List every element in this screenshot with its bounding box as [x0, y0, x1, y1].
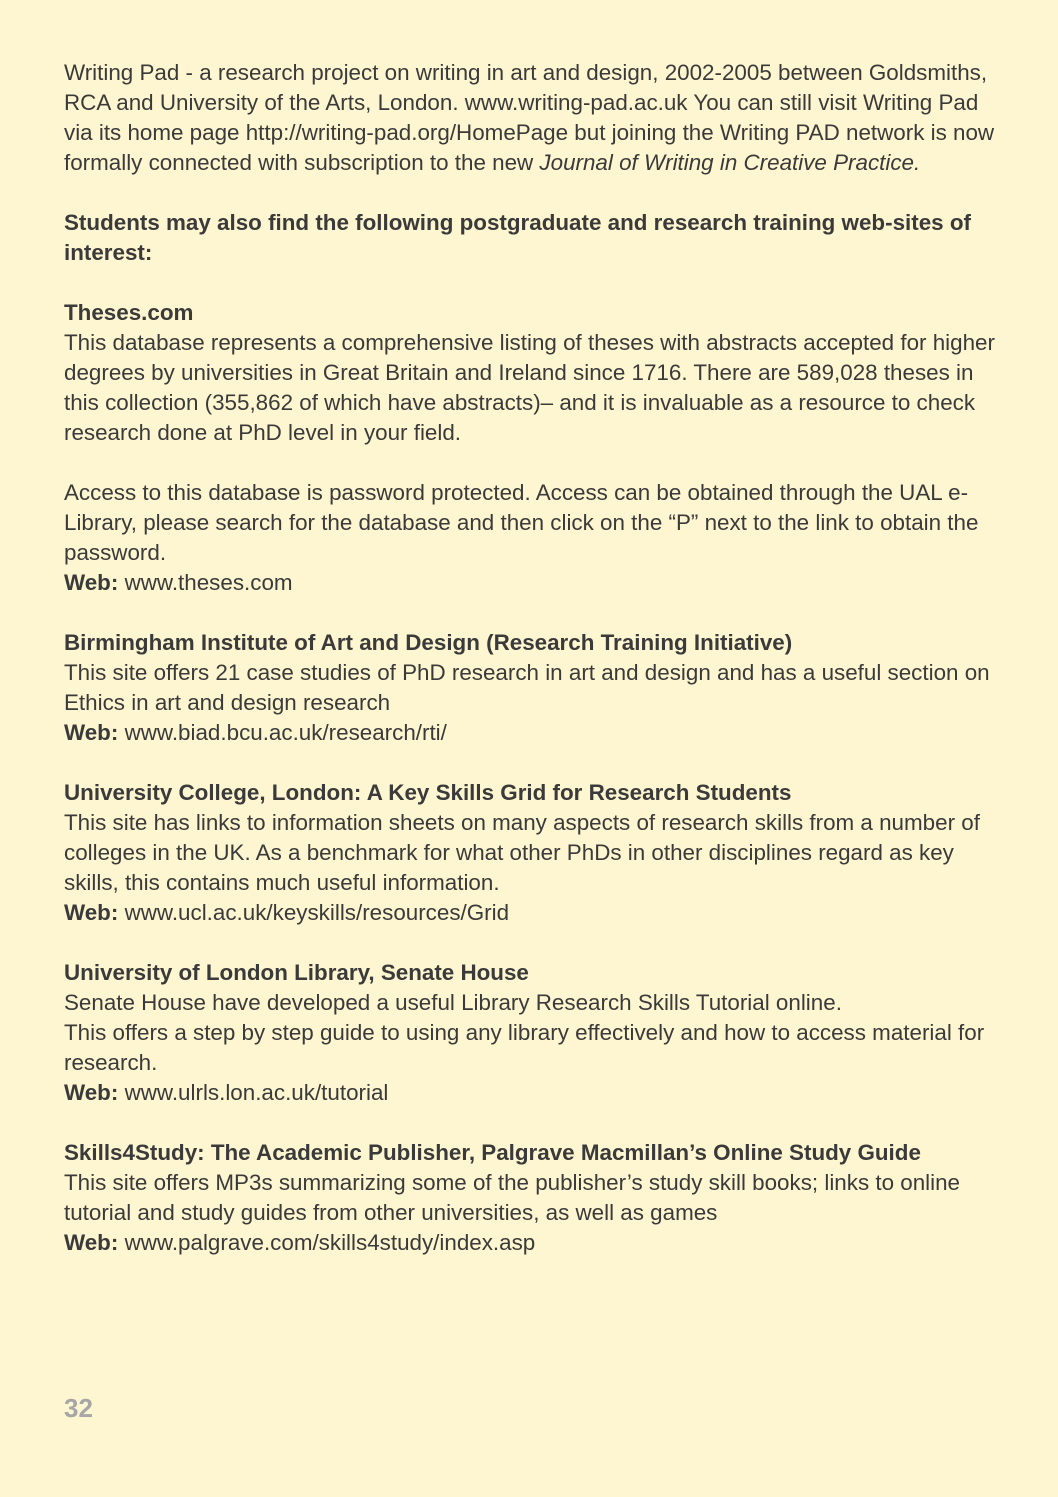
resource-entry-senate-house	[64, 958, 1004, 1108]
section-heading: Students may also find the following postgraduate and research training web-sites of interest:	[64, 210, 971, 265]
entry-web-line	[64, 1228, 1004, 1258]
entry-web-link[interactable]: www.ucl.ac.uk/keyskills/resources/Grid	[124, 900, 510, 925]
intro-text: Writing Pad - a research project on writing in art and design, 2002-2005 between Goldsmiths, RCA and University of the Arts, London. www.writing-pad.ac.uk You can still visit Writing Pad via its home page http://writing-pad.org/HomePage but joining the Writing PAD network is now formally connected with subscription to the new	[64, 60, 995, 175]
entry-web-link[interactable]: www.ulrls.lon.ac.uk/tutorial	[124, 1080, 389, 1105]
web-label: Web:	[64, 1230, 119, 1255]
entry-web-line	[64, 568, 1004, 598]
entry-web-link[interactable]: www.biad.bcu.ac.uk/research/rti/	[124, 720, 447, 745]
web-label: Web:	[64, 1080, 119, 1105]
intro-paragraph	[64, 58, 1004, 178]
journal-title: Journal of Writing in Creative Practice.	[539, 150, 921, 175]
entry-title: University of London Library, Senate House	[64, 960, 529, 985]
resource-entry-theses	[64, 298, 1004, 598]
resource-entry-biad	[64, 628, 1004, 748]
entry-description: This offers a step by step guide to using any library effectively and how to access material for research.	[64, 1020, 985, 1075]
entry-title: University College, London: A Key Skills Grid for Research Students	[64, 780, 792, 805]
document-body	[64, 58, 1004, 1288]
entry-web-link[interactable]: www.theses.com	[124, 570, 293, 595]
entry-web-line	[64, 898, 1004, 928]
entry-title: Theses.com	[64, 300, 194, 325]
resource-entry-ucl	[64, 778, 1004, 928]
resource-entry-skills4study	[64, 1138, 1004, 1258]
entry-description: This database represents a comprehensive listing of theses with abstracts accepted for higher degrees by universities in Great Britain and Ireland since 1716. There are 589,028 theses in this collection (355,862 of which have abstracts)– and it is invaluable as a resource to check research done at PhD level in your field.	[64, 330, 995, 445]
entry-web-line	[64, 718, 1004, 748]
entry-web-line	[64, 1078, 1004, 1108]
entry-description: This site offers MP3s summarizing some of the publisher’s study skill books; links to online tutorial and study guides from other universities, as well as games	[64, 1170, 961, 1225]
web-label: Web:	[64, 900, 119, 925]
page-number: 32	[64, 1393, 93, 1423]
web-label: Web:	[64, 570, 119, 595]
entry-description: This site has links to information sheets on many aspects of research skills from a number of colleges in the UK. As a benchmark for what other PhDs in other disciplines regard as key skills, this contains much useful information.	[64, 810, 980, 895]
entry-title: Skills4Study: The Academic Publisher, Palgrave Macmillan’s Online Study Guide	[64, 1140, 921, 1165]
entry-title: Birmingham Institute of Art and Design (Research Training Initiative)	[64, 630, 793, 655]
entry-description: Access to this database is password protected. Access can be obtained through the UAL e-Library, please search for the database and then click on the “P” next to the link to obtain the password.	[64, 480, 979, 565]
entry-description: Senate House have developed a useful Library Research Skills Tutorial online.	[64, 990, 842, 1015]
entry-web-link[interactable]: www.palgrave.com/skills4study/index.asp	[124, 1230, 536, 1255]
entry-description: This site offers 21 case studies of PhD research in art and design and has a useful section on Ethics in art and design research	[64, 660, 990, 715]
web-label: Web:	[64, 720, 119, 745]
